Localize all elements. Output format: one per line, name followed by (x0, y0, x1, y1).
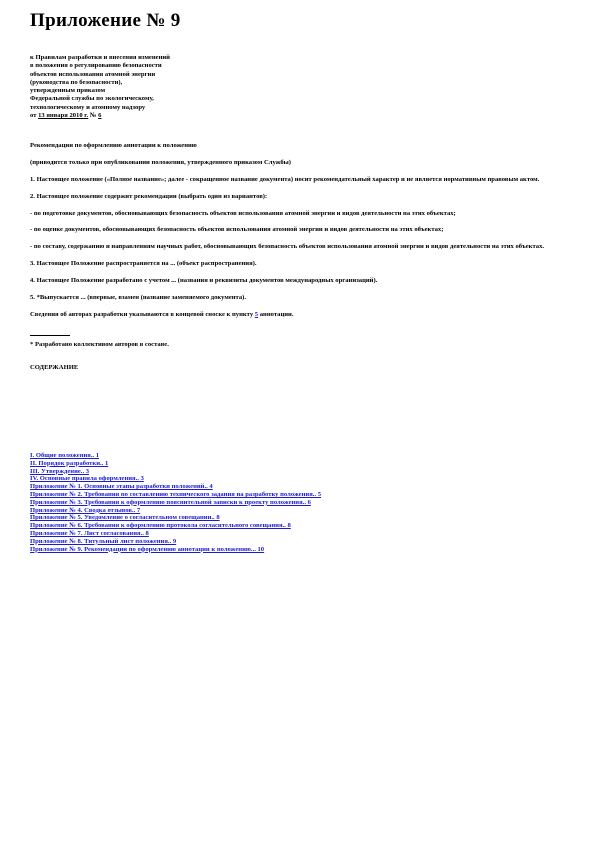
usage-note: (приводится только при опубликовании положения, утвержденного приказом Службы) (30, 158, 292, 166)
document-body (30, 142, 570, 380)
page-title: Приложение № 9 (30, 10, 181, 31)
approval-line: в положения о регулированию безопасности (30, 62, 162, 70)
toc-link[interactable]: Приложение № 3. Требования к оформлению пояснительной записки к проекту положения.. 6 (30, 498, 311, 506)
toc-link[interactable]: Приложение № 9. Рекомендации по оформлению аннотации к положению... 10 (30, 545, 265, 553)
toc-link[interactable]: Приложение № 8. Титульный лист положения.. 9 (30, 537, 177, 545)
approval-line: утвержденным приказом (30, 87, 106, 95)
table-of-contents (30, 452, 321, 553)
authors-note (30, 311, 570, 319)
toc-link[interactable]: Приложение № 4. Сводка отзывов.. 7 (30, 506, 141, 514)
approval-line: технологическому и атомному надзору (30, 103, 146, 111)
toc-link[interactable]: Приложение № 5. Уведомление о согласительном совещании.. 8 (30, 514, 220, 522)
approval-line: к Правилам разработки и внесения изменений (30, 54, 170, 61)
approval-date: 13 января 2010 г. (38, 112, 89, 120)
bullet-2: - по оценке документов, обосновывающих безопасность объектов использования атомной энергии и видов деятельности на этих объектах; (30, 226, 444, 234)
approval-line: Федеральной службы по экологическому, (30, 95, 154, 103)
authors-prefix: Сведения об авторах разработки указываются в концевой сноске к пункту (30, 310, 255, 318)
toc-link[interactable]: IV. Основные правила оформления.. 3 (30, 475, 144, 483)
number-prefix: № (88, 112, 99, 120)
toc-link[interactable]: Приложение № 1. Основные этапы разработки положений.. 4 (30, 483, 213, 491)
toc-link[interactable]: III. Утверждение.. 3 (30, 467, 90, 475)
paragraph-1: 1. Настоящее положение («Полное название»; далее - сокращенное название документа) носит рекомендательный характер и не является нормативным правовым актом. (30, 175, 540, 183)
toc-link[interactable]: II. Порядок разработки.. 1 (30, 459, 109, 467)
footnote-text: * Разработано коллективом авторов в составе. (30, 341, 169, 349)
approval-line: объектов использования атомной энергии (30, 70, 156, 78)
approval-date-line (30, 112, 170, 120)
toc-link[interactable]: Приложение № 7. Лист согласования.. 8 (30, 529, 149, 537)
approval-block (30, 54, 170, 120)
paragraph-2: 2. Настоящее положение содержит рекомендации (выбрать один из вариантов): (30, 192, 268, 200)
toc-title: СОДЕРЖАНИЕ (30, 363, 79, 371)
paragraph-4: 4. Настоящее Положение разработано с учетом ... (названия и реквизиты документов международных организаций). (30, 277, 378, 285)
toc-link[interactable]: Приложение № 6. Требования к оформлению протокола согласительного совещания.. 8 (30, 522, 291, 530)
toc-link[interactable]: I. Общие положения.. 1 (30, 452, 100, 459)
approval-number: 6 (98, 112, 102, 120)
paragraph-3: 3. Настоящее Положение распространяется на ... (объект распространения). (30, 260, 257, 268)
bullet-1: - по подготовке документов, обосновывающих безопасность объектов использования атомной энергии и видов деятельности на этих объектах; (30, 209, 456, 217)
footnote-link[interactable]: 5 (254, 310, 259, 318)
bullet-3: - по составу, содержанию и направлениям научных работ, обосновывающих безопасность объектов использования атомной энергии и видов деятельности на этих объектах. (30, 243, 545, 251)
authors-suffix: аннотации. (258, 310, 294, 318)
footnote-divider (30, 335, 70, 336)
approval-line: (руководства по безопасности), (30, 78, 123, 86)
date-prefix: от (30, 112, 39, 120)
toc-link[interactable]: Приложение № 2. Требования по составлению технического задания на разработку положения.. 5 (30, 490, 321, 498)
section-heading: Рекомендации по оформлению аннотации к положению (30, 142, 197, 149)
paragraph-5: 5. *Выпускается ... (впервые, взамен (название заменяемого документа). (30, 294, 247, 302)
